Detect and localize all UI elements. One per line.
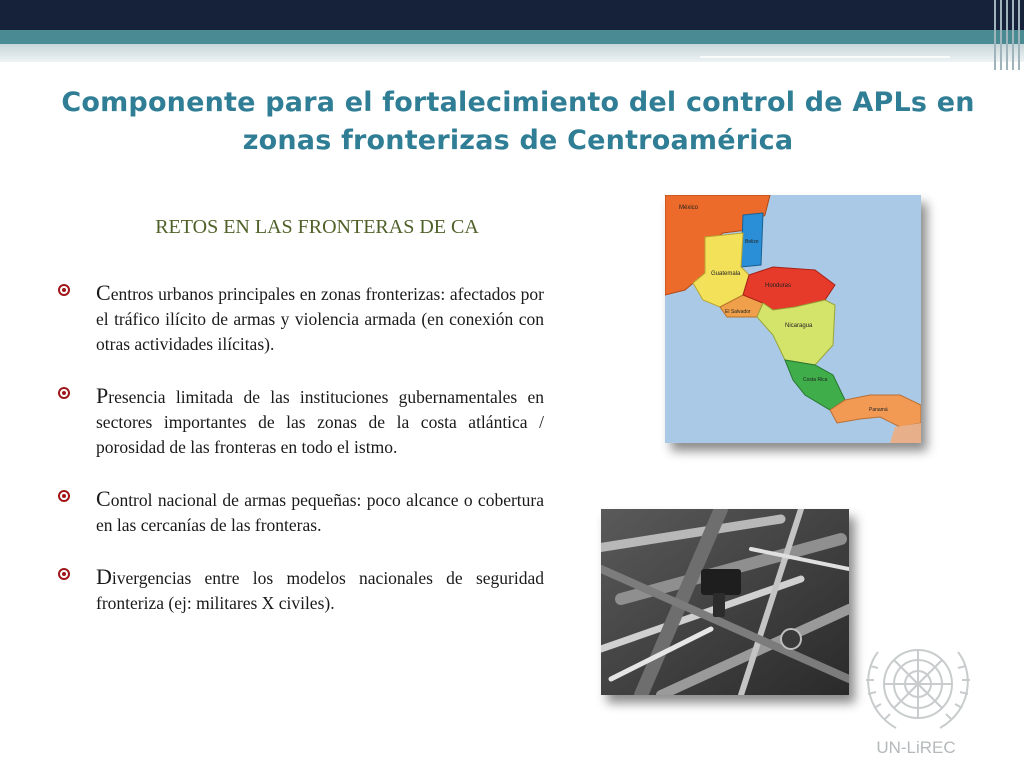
bullet-item <box>58 564 544 616</box>
bullet-text <box>96 564 544 616</box>
un-emblem-icon <box>856 632 980 742</box>
map-label-panama: Panamá <box>869 407 888 413</box>
weapons-photo <box>601 509 849 695</box>
map-label-honduras: Honduras <box>765 283 792 289</box>
map-label-nicaragua: Nicaragua <box>785 323 813 329</box>
header-line <box>700 56 950 58</box>
map-label-costa-rica: Costa Rica <box>803 377 828 383</box>
bullet-initial: D <box>96 564 112 589</box>
map-label-el-salvador: El Salvador <box>725 309 751 315</box>
bullet-ring-icon <box>58 387 70 399</box>
header-band-light <box>0 44 1024 62</box>
bullet-text <box>96 280 544 357</box>
slide-subtitle: RETOS EN LAS FRONTERAS DE CA <box>155 216 479 238</box>
map-label-belize: Belize <box>745 239 759 245</box>
header-band-dark <box>0 0 1024 30</box>
bullet-ring-icon <box>58 490 70 502</box>
bullet-initial: C <box>96 280 111 305</box>
header-stripes <box>992 0 1024 70</box>
bullet-body: ivergencias entre los modelos nacionales de seguridad fronteriza (ej: militares X civiles). <box>96 568 544 613</box>
bullet-item <box>58 383 544 460</box>
map-label-mexico: México <box>679 205 699 211</box>
bullet-ring-icon <box>58 568 70 580</box>
central-america-map <box>665 195 921 443</box>
bullet-ring-icon <box>58 284 70 296</box>
map-label-guatemala: Guatemala <box>711 271 741 277</box>
slide-title: Componente para el fortalecimiento del control de APLs en zonas fronterizas de Centroamérica <box>61 87 975 156</box>
bullet-text <box>96 383 544 460</box>
bullet-item <box>58 280 544 357</box>
bullet-initial: C <box>96 486 111 511</box>
bullet-body: entros urbanos principales en zonas fronterizas: afectados por el tráfico ilícito de armas y violencia armada (en conexión con otras actividades ilícitas). <box>96 284 544 354</box>
bullet-list <box>58 280 544 642</box>
bullet-initial: P <box>96 383 109 408</box>
header-band-teal <box>0 30 1024 44</box>
un-lirec-logo-text: UN-LiREC <box>876 738 956 757</box>
bullet-body: resencia limitada de las instituciones gubernamentales en sectores importantes de las zonas de la costa atlántica / porosidad de las fronteras en todo el istmo. <box>96 387 544 457</box>
bullet-text <box>96 486 544 538</box>
bullet-item <box>58 486 544 538</box>
bullet-body: ontrol nacional de armas pequeñas: poco alcance o cobertura en las cercanías de las fronteras. <box>96 490 544 535</box>
